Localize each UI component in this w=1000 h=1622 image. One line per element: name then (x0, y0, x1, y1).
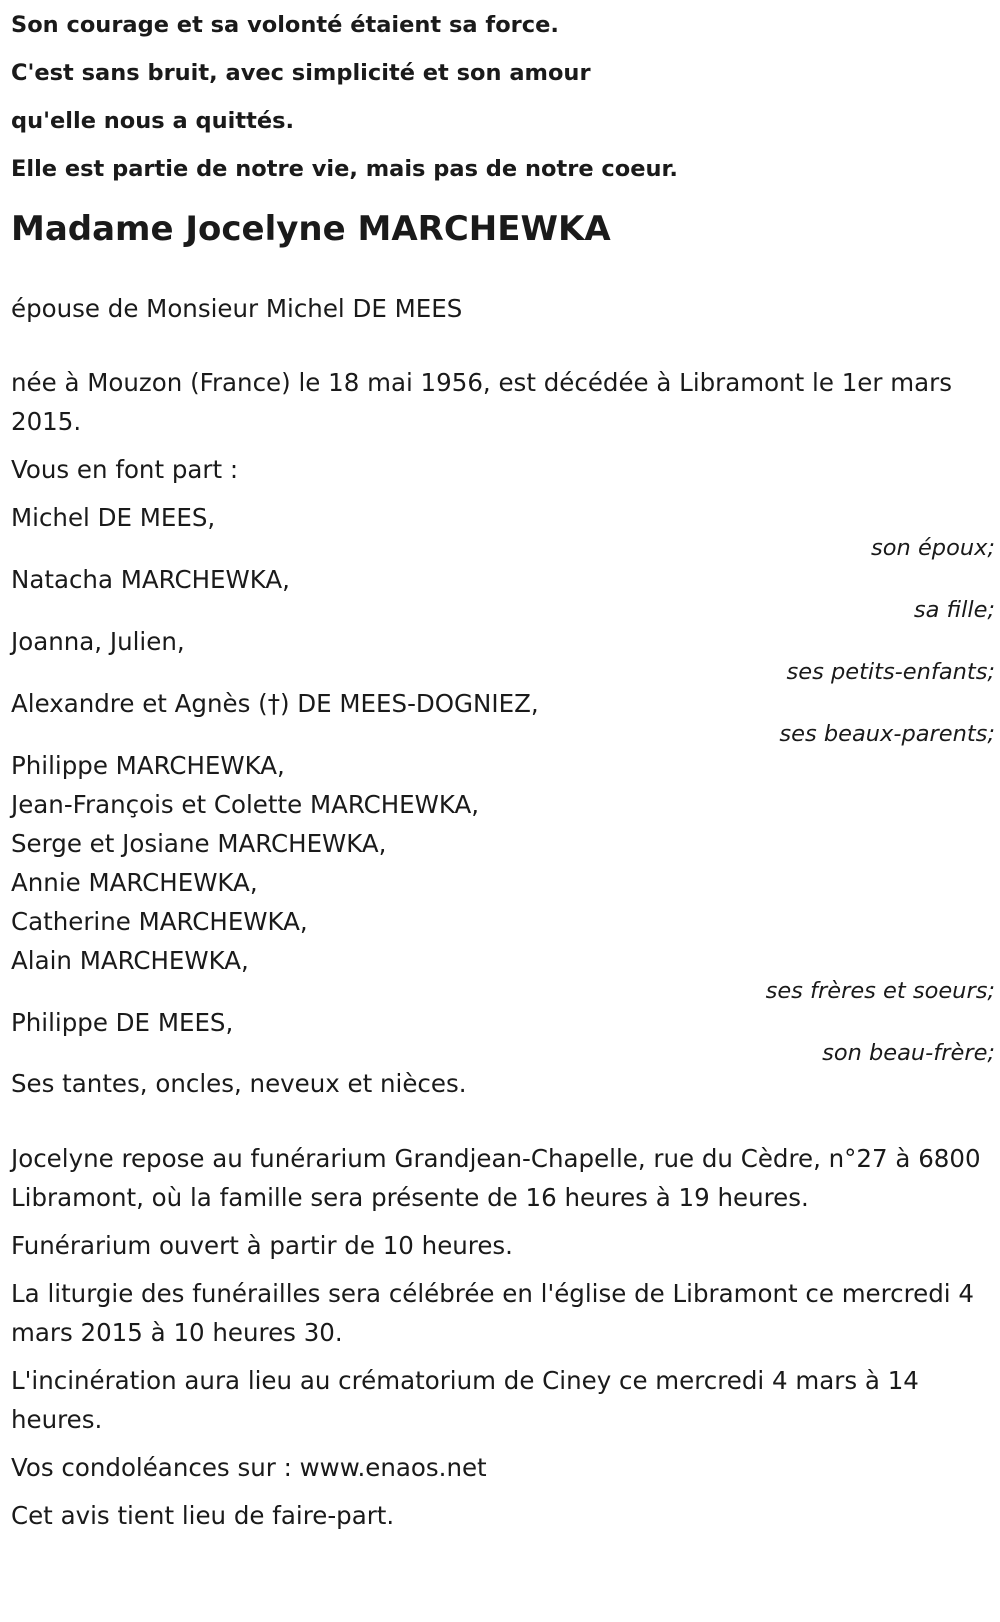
memorial-quote (11, 1, 995, 193)
funeral-details (11, 1139, 995, 1535)
relative-name: Annie MARCHEWKA, (11, 868, 258, 897)
relative-name: Alain MARCHEWKA, (11, 946, 249, 975)
birth-death-info: née à Mouzon (France) le 18 mai 1956, est décédée à Libramont le 1er mars 2015. (11, 368, 952, 436)
relative-name: Serge et Josiane MARCHEWKA, (11, 829, 387, 858)
relative-group (11, 1003, 995, 1064)
relative-name: Jean-François et Colette MARCHEWKA, (11, 790, 480, 819)
quote-line: C'est sans bruit, avec simplicité et son amour (11, 60, 591, 86)
relative-name: Natacha MARCHEWKA, (11, 565, 290, 594)
relative-group (11, 622, 995, 683)
relative-role: ses petits-enfants; (786, 659, 995, 685)
relative-role: son beau-frère; (822, 1040, 995, 1066)
relative-name: Philippe MARCHEWKA, (11, 751, 285, 780)
relative-group (11, 560, 995, 621)
relative-role: sa fille; (913, 597, 995, 623)
cremation-info: L'incinération aura lieu au crématorium de Ciney ce mercredi 4 mars à 14 heures. (11, 1366, 919, 1434)
quote-line: Elle est partie de notre vie, mais pas de notre coeur. (11, 156, 678, 182)
obituary-notice (11, 0, 995, 1544)
relative-group (11, 498, 995, 559)
quote-line: Son courage et sa volonté étaient sa force. (11, 12, 559, 38)
quote-line: qu'elle nous a quittés. (11, 108, 295, 134)
relatives-list (11, 498, 995, 1064)
liturgy-info: La liturgie des funérailles sera célébrée en l'église de Libramont ce mercredi 4 mars 2015 à 10 heures 30. (11, 1279, 974, 1347)
relative-name: Joanna, Julien, (11, 627, 185, 656)
relative-role: ses frères et soeurs; (765, 978, 995, 1004)
announcement: Vous en font part : (11, 455, 239, 484)
viewing-info: Jocelyne repose au funérarium Grandjean-Chapelle, rue du Cèdre, n°27 à 6800 Libramont, où la famille sera présente de 16 heures à 19 heures. (11, 1144, 981, 1212)
closing-note: Cet avis tient lieu de faire-part. (11, 1501, 395, 1530)
relative-role: ses beaux-parents; (779, 721, 995, 747)
relative-name: Michel DE MEES, (11, 503, 216, 532)
relative-name: Catherine MARCHEWKA, (11, 907, 308, 936)
condolences-link: Vos condoléances sur : www.enaos.net (11, 1453, 487, 1482)
relative-group (11, 684, 995, 745)
relative-group (11, 746, 995, 1002)
extended-family: Ses tantes, oncles, neveux et nièces. (11, 1069, 467, 1098)
deceased-name: Madame Jocelyne MARCHEWKA (11, 209, 611, 249)
relative-name: Alexandre et Agnès (†) DE MEES-DOGNIEZ, (11, 689, 539, 718)
relative-name: Philippe DE MEES, (11, 1008, 234, 1037)
opening-hours: Funérarium ouvert à partir de 10 heures. (11, 1231, 513, 1260)
spouse-line: épouse de Monsieur Michel DE MEES (11, 294, 463, 323)
relative-role: son époux; (871, 535, 995, 561)
